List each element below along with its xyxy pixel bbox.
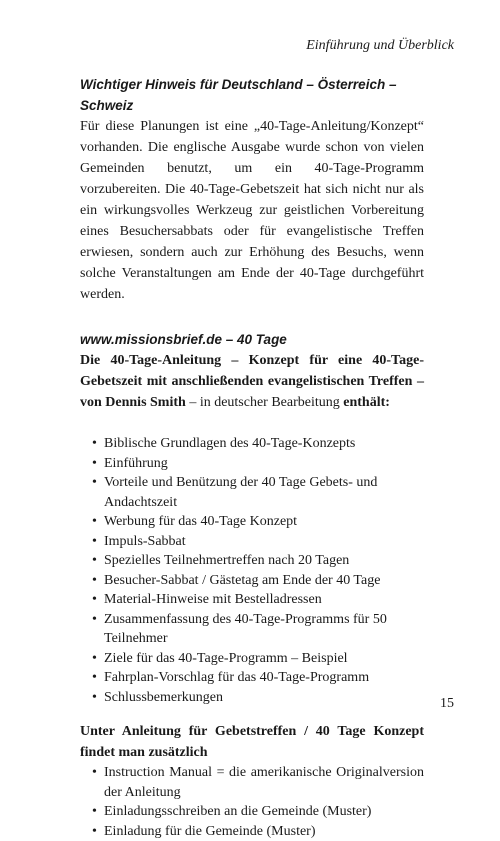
additional-heading [80,721,424,763]
contents-intro-contains: enthält: [343,395,390,410]
contents-list [80,434,424,707]
list-item: • Spezielles Teilnehmertreffen nach 20 Tagen [80,551,424,571]
section-heading-notice: Wichtiger Hinweis für Deutschland – Österreich – Schweiz [80,74,424,116]
list-item: • Einladung für die Gemeinde (Muster) [80,822,424,841]
list-item: • Impuls-Sabbat [80,532,424,552]
additional-heading-text: Unter Anleitung für Gebetstreffen / 40 Tage Konzept findet man zusätzlich [80,724,424,760]
contents-intro [80,350,424,413]
list-item: • Besucher-Sabbat / Gästetag am Ende der 40 Tage [80,571,424,591]
list-item: • Ziele für das 40-Tage-Programm – Beispiel [80,649,424,669]
contents-intro-text: – in deutscher Bearbeitung [186,395,343,410]
page-content [80,74,424,841]
list-item: • Biblische Grundlagen des 40-Tage-Konzepts [80,434,424,454]
list-item: • Zusammenfassung des 40-Tage-Programms für 50 Teilnehmer [80,610,424,649]
list-item: • Schlussbemerkungen [80,688,424,708]
notice-paragraph: Für diese Planungen ist eine „40-Tage-Anleitung/Konzept“ vorhanden. Die englische Ausgabe wurde schon von vielen Gemeinden benutzt, um ein 40-Tage-Programm vorzubereiten. Die 40-Tage-Gebetszeit hat sich nicht nur als ein wirkungsvolles Werkzeug zur geistlichen Vorbereitung eines Besuchersabbats oder für evangelistische Treffen erwiesen, sondern auch zur Erhöhung des Besuchs, wenn solche Veranstaltungen am Ende der 40-Tage durchgeführt werden. [80,116,424,305]
running-header: Einführung und Überblick [306,38,454,54]
list-item: • Instruction Manual = die amerikanische Originalversion der Anleitung [80,763,424,802]
list-item: • Werbung für das 40-Tage Konzept [80,512,424,532]
additional-list [80,763,424,841]
contents-intro-title: Die 40-Tage-Anleitung – Konzept für eine 40-Tage-Gebetszeit mit anschließenden evangelistischen Treffen – von Dennis Smith [80,353,424,410]
list-item: • Vorteile und Benützung der 40 Tage Gebets- und Andachtszeit [80,473,424,512]
list-item: • Einführung [80,454,424,474]
list-item: • Einladungsschreiben an die Gemeinde (Muster) [80,802,424,822]
page-number: 15 [440,696,454,712]
list-item: • Fahrplan-Vorschlag für das 40-Tage-Programm [80,668,424,688]
section-heading-website: www.missionsbrief.de – 40 Tage [80,329,424,350]
list-item: • Material-Hinweise mit Bestelladressen [80,590,424,610]
